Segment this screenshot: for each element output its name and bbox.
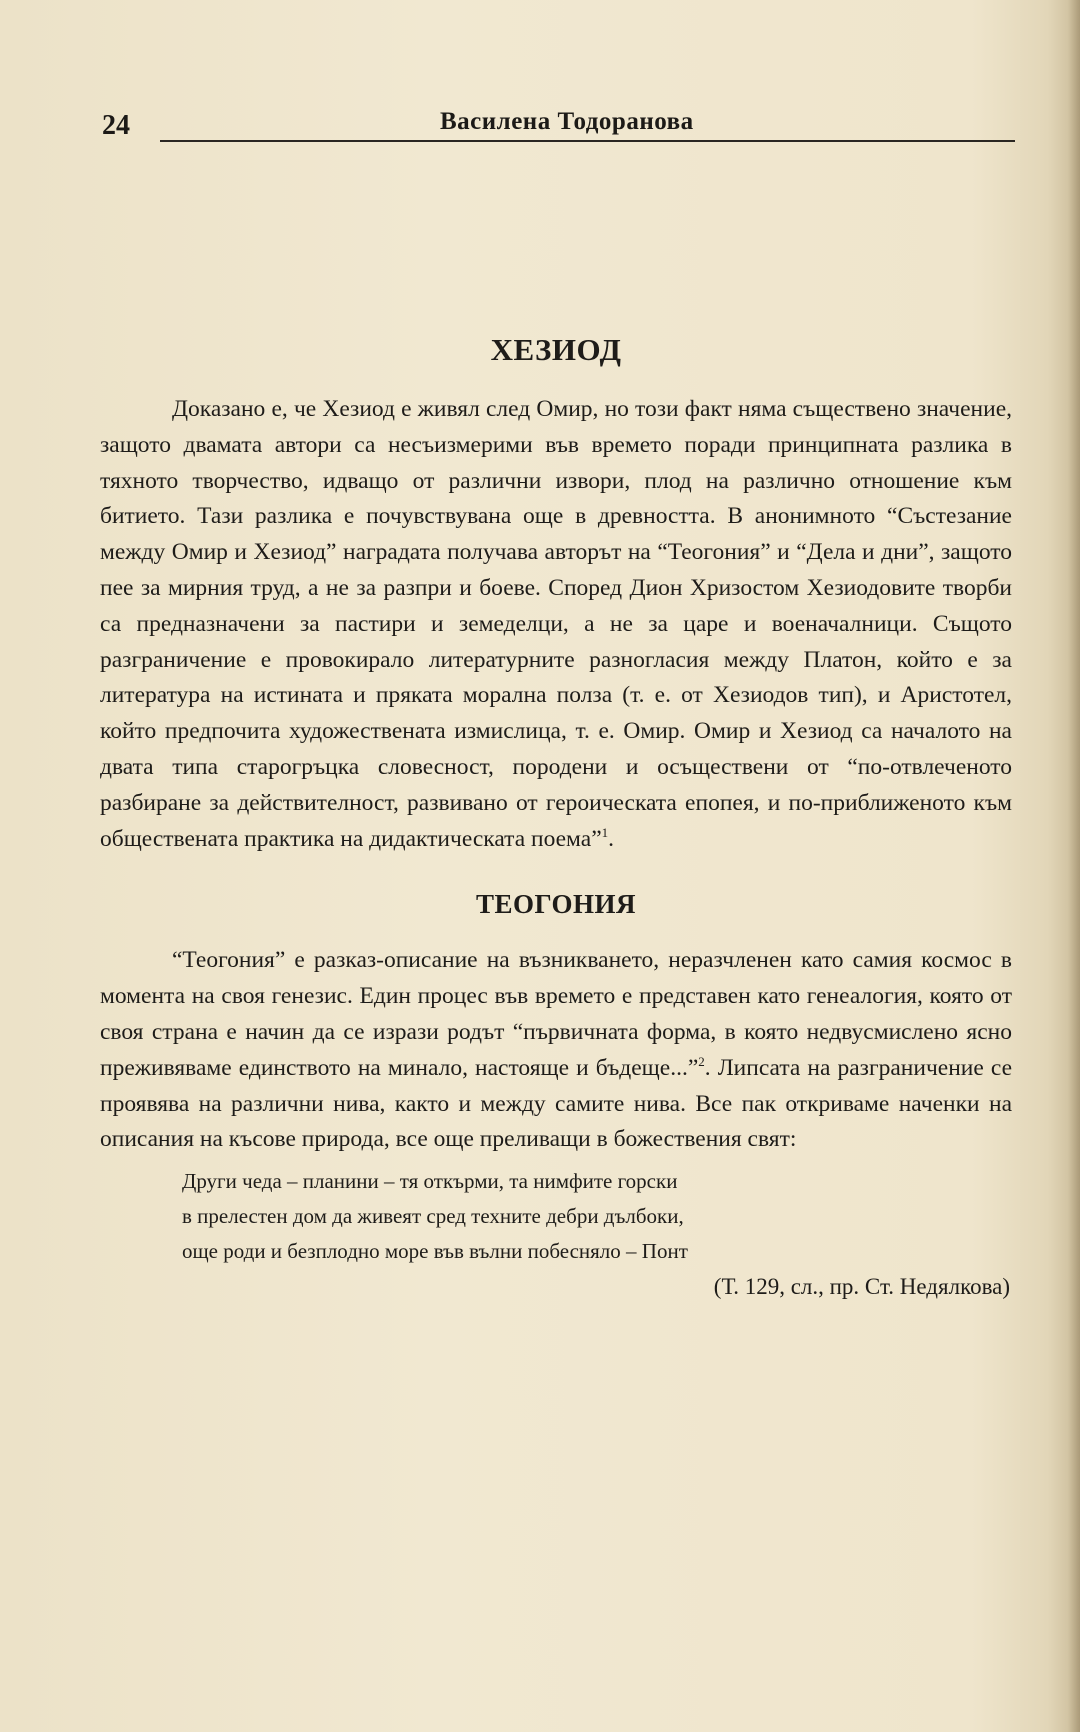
paragraph-theogony-text: “Теогония” е разказ-описание на възникването, неразчленен като самия космос в момента на своя генезис. Един процес във времето е представен като генеалогия, която от своя страна е начин да се изрази родът “първичната форма, в която недвусмислено ясно преживяваме единството на минало, настояще и бъдеще...” <box>100 947 1012 1081</box>
page-header <box>100 108 1015 144</box>
header-rule <box>160 140 1015 142</box>
page-edge-shadow <box>1068 0 1080 1732</box>
paragraph-theogony <box>100 943 1012 1158</box>
footnote-marker-2: 2 <box>698 1053 705 1069</box>
section-heading-hesiod: ХЕЗИОД <box>490 332 622 367</box>
paragraph-theogony-text-after: . Липсата на разграничение се проявява на различни нива, както и между самите нива. Все пак откриваме наченки на описания на късове природа, все още преливащи в божествения свят: <box>100 1054 1012 1153</box>
paragraph-hesiod-end: . <box>608 825 614 852</box>
poem-citation: (Т. 129, сл., пр. Ст. Недялкова) <box>713 1274 1010 1300</box>
page-number: 24 <box>102 110 130 141</box>
poem-line: в прелестен дом да живеят сред техните дебри дълбоки, <box>182 1204 684 1229</box>
section-heading-theogony: ТЕОГОНИЯ <box>475 889 637 920</box>
page-body <box>100 300 1012 1305</box>
poem-line: Други чеда – планини – тя откърми, та нимфите горски <box>182 1169 678 1194</box>
poem-line: още роди и безплодно море във вълни побесняло – Понт <box>182 1239 688 1264</box>
footnote-marker-1: 1 <box>601 824 609 840</box>
paragraph-hesiod-text: Доказано е, че Хезиод е живял след Омир, но този факт няма съществено значение, защото двамата автори са несъизмерими във времето поради принципната разлика в тяхното творчество, идващо от различни извори, плод на различно отношение към битието. Тази разлика е почувствувана още в древността. В анонимното “Състезание между Омир и Хезиод” наградата получава авторът на “Теогония” и “Дела и дни”, защото пее за мирния труд, а не за разпри и боеве. Според Дион Хризостом Хезиодовите творби са предназначени за пастири и земеделци, а не за царе и военачалници. Същото разграничение е провокирало литературните разногласия между Платон, който е за литература на истината и прякатa морална полза (т. е. от Хезиодов тип), и Аристотел, който предпочита художествената измислица, т. е. Омир. Омир и Хезиод са началото на двата типа старогръцка словесност, породени и осъществени от “по-отвлечeното разбиране за действителност, развивано от героическата епопея, и по-приближеното към обществената практика на дидактическата поема” <box>100 396 1012 852</box>
paragraph-hesiod <box>100 392 1012 857</box>
running-title: Василена Тодоранова <box>440 108 694 135</box>
poem-quote <box>182 1164 1012 1305</box>
